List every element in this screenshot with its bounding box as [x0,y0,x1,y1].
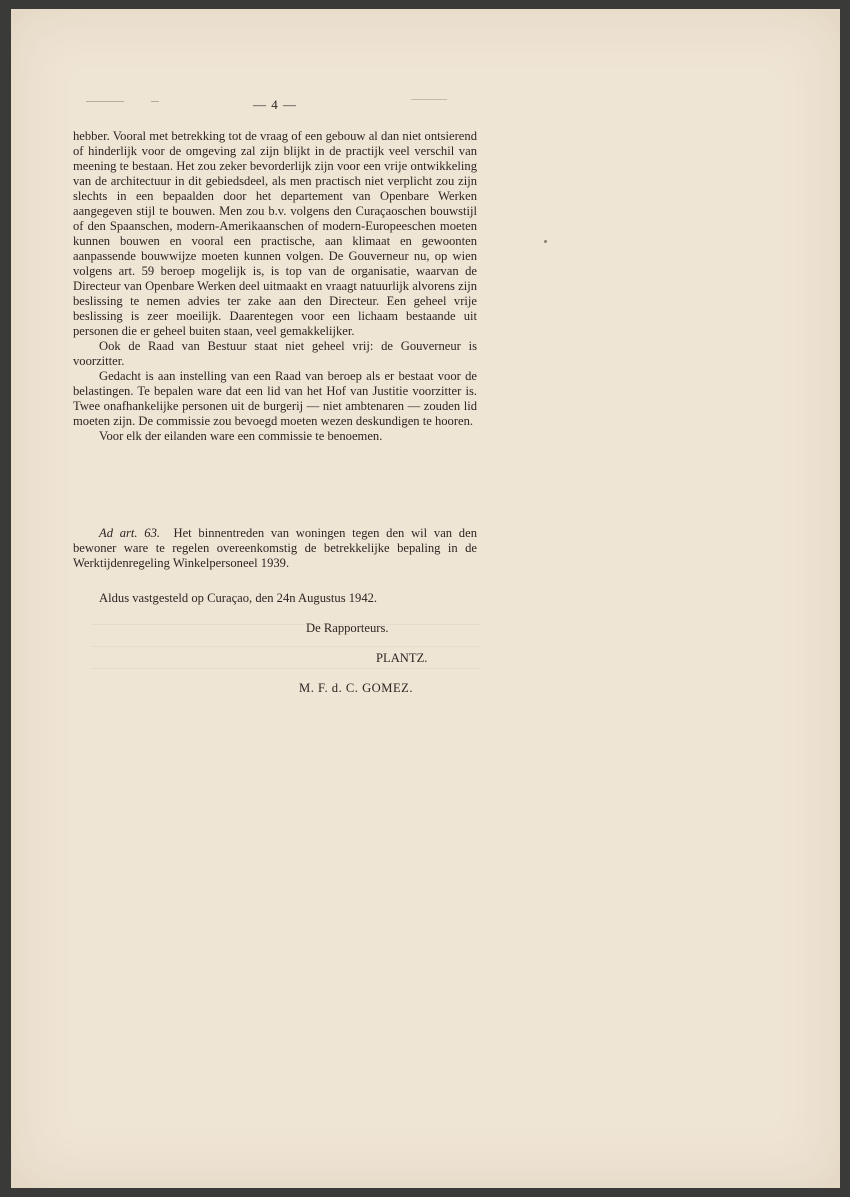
paragraph: Voor elk der eilanden ware een commissie te benoemen. [99,429,383,443]
closing-statement: Aldus vastgesteld op Curaçao, den 24n Augustus 1942. [99,591,378,605]
signatory-gomez: M. F. d. C. GOMEZ. [299,681,413,695]
paragraph: Gedacht is aan instelling van een Raad van beroep als er bestaat voor de belastingen. Te bepalen ware dat een lid van het Hof van Justitie voorzitter is. Twee onafhankelijke personen uit de burgerij — niet ambtenaren — zouden lid moeten zijn. De commissie zou bevoegd moeten wezen deskundigen te hooren. [73,369,477,428]
article-label: Ad art. 63. [99,526,161,540]
article-note [73,526,477,571]
body-text [73,129,477,444]
paragraph: hebber. Vooral met betrekking tot de vraag of een gebouw al dan niet ontsierend of hinderlijk voor de omgeving zal zijn blijkt in de practijk veel verschil van meening te bestaan. Het zou zeker bevorderlijk zijn voor een vrije ontwikkeling van de architectuur in dit gebiedsdeel, als men practisch niet verplicht zou zijn slechts in een bepaalden door het departement van Openbare Werken aangegeven stijl te bouwen. Men zou b.v. volgens den Curaçaoschen bouwstijl of den Spaanschen, modern-Amerikaanschen of modern-Europeeschen moeten kunnen bouwen en vooral een practische, aan klimaat en gewoonten aanpassende bouwwijze moeten kunnen volgen. De Gouverneur nu, op wien volgens art. 59 beroep mogelijk is, is top van de organisatie, waarvan de Directeur van Openbare Werken deel uitmaakt en vraagt natuurlijk alvorens zijn beslissing te nemen advies ter zake aan den Directeur. Een geheel vrije beslissing is zeer moeilijk. Daarentegen voor een lichaam bestaande uit personen die er geheel buiten staan, veel gemakkelijker. [73,129,477,338]
document-page [11,9,840,1188]
page-number: — 4 — [253,97,297,112]
ink-speck [544,240,547,243]
paragraph: Ook de Raad van Bestuur staat niet geheel vrij: de Gouverneur is voorzitter. [73,339,477,368]
signatory-plantz: PLANTZ. [376,651,428,665]
article-text: Het binnentreden van woningen tegen den wil van den bewoner ware te regelen overeenkomstig de betrekkelijke bepaling in de Werktijdenregeling Winkelpersoneel 1939. [73,526,477,570]
rapporteurs-label: De Rapporteurs. [306,621,389,635]
